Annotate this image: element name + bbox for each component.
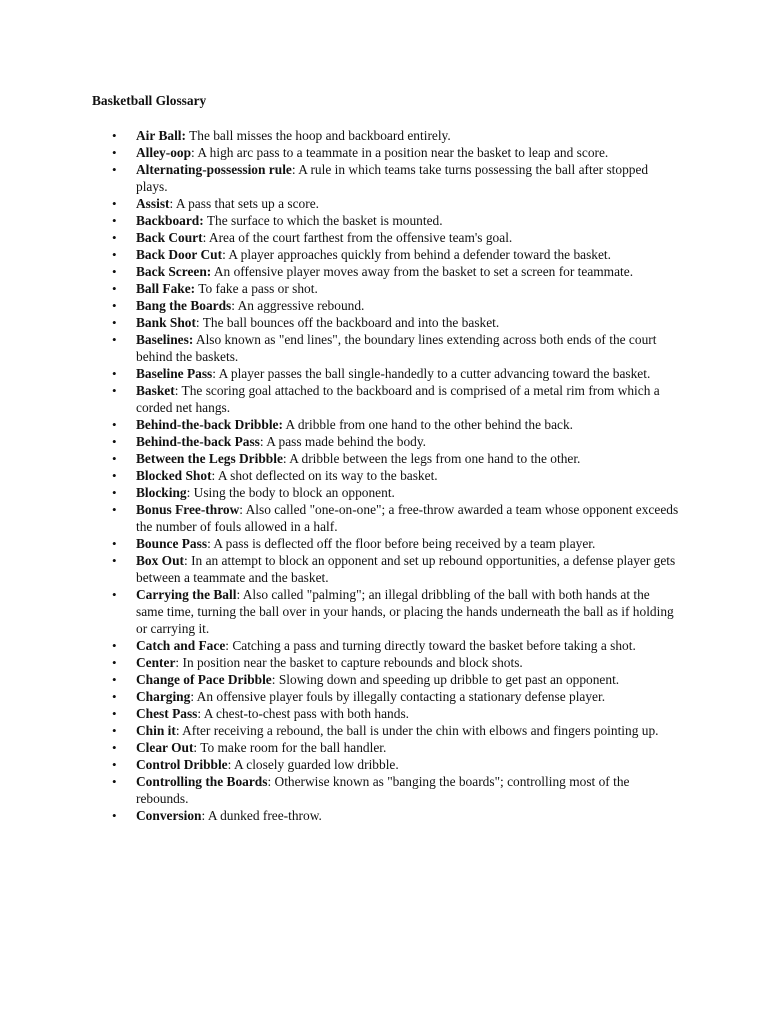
bullet-icon: • bbox=[112, 808, 117, 823]
bullet-icon: • bbox=[112, 468, 117, 483]
glossary-definition: : An offensive player fouls by illegally contacting a stationary defense player. bbox=[190, 689, 606, 704]
bullet-icon: • bbox=[112, 740, 117, 755]
glossary-term: Chest Pass bbox=[136, 706, 198, 721]
glossary-entry bbox=[0, 331, 768, 365]
glossary-definition: : In an attempt to block an opponent and set up rebound opportunities, a defense player gets between a teammate and the basket. bbox=[136, 553, 676, 585]
glossary-definition: : Slowing down and speeding up dribble to get past an opponent. bbox=[271, 672, 620, 687]
glossary-term: Behind-the-back Dribble: bbox=[136, 417, 283, 432]
glossary-entry bbox=[0, 127, 768, 144]
glossary-definition: A dribble from one hand to the other behind the back. bbox=[282, 417, 573, 432]
glossary-term: Charging bbox=[136, 689, 191, 704]
bullet-icon: • bbox=[112, 230, 117, 245]
bullet-icon: • bbox=[112, 536, 117, 551]
glossary-definition: : A high arc pass to a teammate in a position near the basket to leap and score. bbox=[191, 145, 609, 160]
bullet-icon: • bbox=[112, 774, 117, 789]
glossary-entry bbox=[0, 501, 768, 535]
glossary-entry bbox=[0, 654, 768, 671]
glossary-definition: : A shot deflected on its way to the basket. bbox=[211, 468, 438, 483]
glossary-term: Blocking bbox=[136, 485, 187, 500]
glossary-term: Backboard: bbox=[136, 213, 204, 228]
glossary-definition: The ball misses the hoop and backboard entirely. bbox=[185, 128, 451, 143]
bullet-icon: • bbox=[112, 366, 117, 381]
glossary-definition: : Catching a pass and turning directly toward the basket before taking a shot. bbox=[225, 638, 636, 653]
glossary-entry bbox=[0, 382, 768, 416]
glossary-definition: : Also called "palming"; an illegal dribbling of the ball with both hands at the same time, turning the ball over in your hands, or placing the hands underneath the ball as if holding or carrying it. bbox=[136, 587, 674, 636]
glossary-entry bbox=[0, 263, 768, 280]
glossary-entry bbox=[0, 722, 768, 739]
bullet-icon: • bbox=[112, 383, 117, 398]
glossary-entry bbox=[0, 297, 768, 314]
glossary-term: Chin it bbox=[136, 723, 176, 738]
bullet-icon: • bbox=[112, 502, 117, 517]
bullet-icon: • bbox=[112, 332, 117, 347]
glossary-definition: : A pass is deflected off the floor before being received by a team player. bbox=[207, 536, 596, 551]
glossary-entry bbox=[0, 195, 768, 212]
glossary-definition: : A pass made behind the body. bbox=[259, 434, 427, 449]
glossary-entry bbox=[0, 552, 768, 586]
glossary-term: Air Ball: bbox=[136, 128, 186, 143]
glossary-entry bbox=[0, 450, 768, 467]
bullet-icon: • bbox=[112, 264, 117, 279]
glossary-definition: : Also called "one-on-one"; a free-throw awarded a team whose opponent exceeds the number of fouls allowed in a half. bbox=[136, 502, 679, 534]
glossary-term: Assist bbox=[136, 196, 170, 211]
glossary-term: Back Court bbox=[136, 230, 203, 245]
glossary-entry bbox=[0, 229, 768, 246]
glossary-term: Behind-the-back Pass bbox=[136, 434, 260, 449]
glossary-entry bbox=[0, 161, 768, 195]
glossary-entry bbox=[0, 365, 768, 382]
glossary-entry bbox=[0, 280, 768, 297]
glossary-definition: : The ball bounces off the backboard and into the basket. bbox=[195, 315, 500, 330]
glossary-entry bbox=[0, 773, 768, 807]
bullet-icon: • bbox=[112, 281, 117, 296]
bullet-icon: • bbox=[112, 485, 117, 500]
glossary-definition: : A player approaches quickly from behind a defender toward the basket. bbox=[222, 247, 611, 262]
glossary-definition: Also known as "end lines", the boundary lines extending across both ends of the court behind the baskets. bbox=[136, 332, 657, 364]
glossary-definition: : A closely guarded low dribble. bbox=[227, 757, 399, 772]
glossary-entry bbox=[0, 467, 768, 484]
glossary-entry bbox=[0, 144, 768, 161]
glossary-entry bbox=[0, 314, 768, 331]
glossary-definition: : After receiving a rebound, the ball is under the chin with elbows and fingers pointing up. bbox=[175, 723, 659, 738]
bullet-icon: • bbox=[112, 757, 117, 772]
glossary-definition: : A dunked free-throw. bbox=[201, 808, 322, 823]
glossary-term: Back Door Cut bbox=[136, 247, 223, 262]
glossary-term: Ball Fake: bbox=[136, 281, 196, 296]
glossary-definition: : Using the body to block an opponent. bbox=[186, 485, 395, 500]
bullet-icon: • bbox=[112, 247, 117, 262]
glossary-entry bbox=[0, 212, 768, 229]
glossary-definition: : In position near the basket to capture rebounds and block shots. bbox=[175, 655, 523, 670]
glossary-term: Baseline Pass bbox=[136, 366, 213, 381]
glossary-definition: The surface to which the basket is mounted. bbox=[203, 213, 443, 228]
glossary-term: Bank Shot bbox=[136, 315, 196, 330]
glossary-term: Alternating-possession rule bbox=[136, 162, 292, 177]
glossary-term: Box Out bbox=[136, 553, 184, 568]
bullet-icon: • bbox=[112, 434, 117, 449]
glossary-term: Carrying the Ball bbox=[136, 587, 237, 602]
bullet-icon: • bbox=[112, 315, 117, 330]
glossary-definition: : To make room for the ball handler. bbox=[193, 740, 387, 755]
bullet-icon: • bbox=[112, 162, 117, 177]
glossary-term: Blocked Shot bbox=[136, 468, 212, 483]
bullet-icon: • bbox=[112, 655, 117, 670]
glossary-entry bbox=[0, 637, 768, 654]
glossary-definition: : A pass that sets up a score. bbox=[169, 196, 319, 211]
glossary-definition: : Area of the court farthest from the offensive team's goal. bbox=[202, 230, 513, 245]
glossary-entry bbox=[0, 433, 768, 450]
glossary-term: Between the Legs Dribble bbox=[136, 451, 283, 466]
bullet-icon: • bbox=[112, 706, 117, 721]
glossary-entry bbox=[0, 807, 768, 824]
glossary-term: Catch and Face bbox=[136, 638, 226, 653]
bullet-icon: • bbox=[112, 196, 117, 211]
glossary-entry bbox=[0, 756, 768, 773]
glossary-term: Control Dribble bbox=[136, 757, 228, 772]
bullet-icon: • bbox=[112, 587, 117, 602]
bullet-icon: • bbox=[112, 689, 117, 704]
glossary-term: Controlling the Boards bbox=[136, 774, 268, 789]
glossary-entry bbox=[0, 688, 768, 705]
glossary-term: Basket bbox=[136, 383, 175, 398]
bullet-icon: • bbox=[112, 128, 117, 143]
glossary-definition: : A player passes the ball single-handedly to a cutter advancing toward the basket. bbox=[212, 366, 651, 381]
glossary-definition: : A chest-to-chest pass with both hands. bbox=[197, 706, 410, 721]
glossary-entry bbox=[0, 671, 768, 688]
glossary-term: Back Screen: bbox=[136, 264, 212, 279]
glossary-term: Bang the Boards bbox=[136, 298, 232, 313]
bullet-icon: • bbox=[112, 723, 117, 738]
bullet-icon: • bbox=[112, 672, 117, 687]
bullet-icon: • bbox=[112, 298, 117, 313]
bullet-icon: • bbox=[112, 451, 117, 466]
glossary-definition: : A rule in which teams take turns possessing the ball after stopped plays. bbox=[136, 162, 649, 194]
glossary-definition: An offensive player moves away from the basket to set a screen for teammate. bbox=[211, 264, 634, 279]
glossary-entry bbox=[0, 586, 768, 637]
glossary-term: Bounce Pass bbox=[136, 536, 208, 551]
glossary-term: Alley-oop bbox=[136, 145, 192, 160]
glossary-definition: : Otherwise known as "banging the boards"; controlling most of the rebounds. bbox=[136, 774, 630, 806]
bullet-icon: • bbox=[112, 638, 117, 653]
glossary-term: Clear Out bbox=[136, 740, 194, 755]
glossary-definition: : The scoring goal attached to the backboard and is comprised of a metal rim from which a corded net hangs. bbox=[136, 383, 660, 415]
bullet-icon: • bbox=[112, 417, 117, 432]
bullet-icon: • bbox=[112, 213, 117, 228]
glossary-term: Baselines: bbox=[136, 332, 194, 347]
glossary-definition: To fake a pass or shot. bbox=[195, 281, 318, 296]
glossary-entry bbox=[0, 484, 768, 501]
glossary-definition: : An aggressive rebound. bbox=[231, 298, 365, 313]
glossary-entry bbox=[0, 705, 768, 722]
glossary-list bbox=[0, 127, 768, 824]
bullet-icon: • bbox=[112, 145, 117, 160]
glossary-term: Bonus Free-throw bbox=[136, 502, 240, 517]
glossary-entry bbox=[0, 416, 768, 433]
glossary-definition: : A dribble between the legs from one hand to the other. bbox=[282, 451, 581, 466]
glossary-entry bbox=[0, 246, 768, 263]
bullet-icon: • bbox=[112, 553, 117, 568]
glossary-term: Center bbox=[136, 655, 176, 670]
glossary-entry bbox=[0, 739, 768, 756]
glossary-term: Change of Pace Dribble bbox=[136, 672, 272, 687]
page-title: Basketball Glossary bbox=[92, 93, 207, 108]
glossary-term: Conversion bbox=[136, 808, 202, 823]
glossary-entry bbox=[0, 535, 768, 552]
